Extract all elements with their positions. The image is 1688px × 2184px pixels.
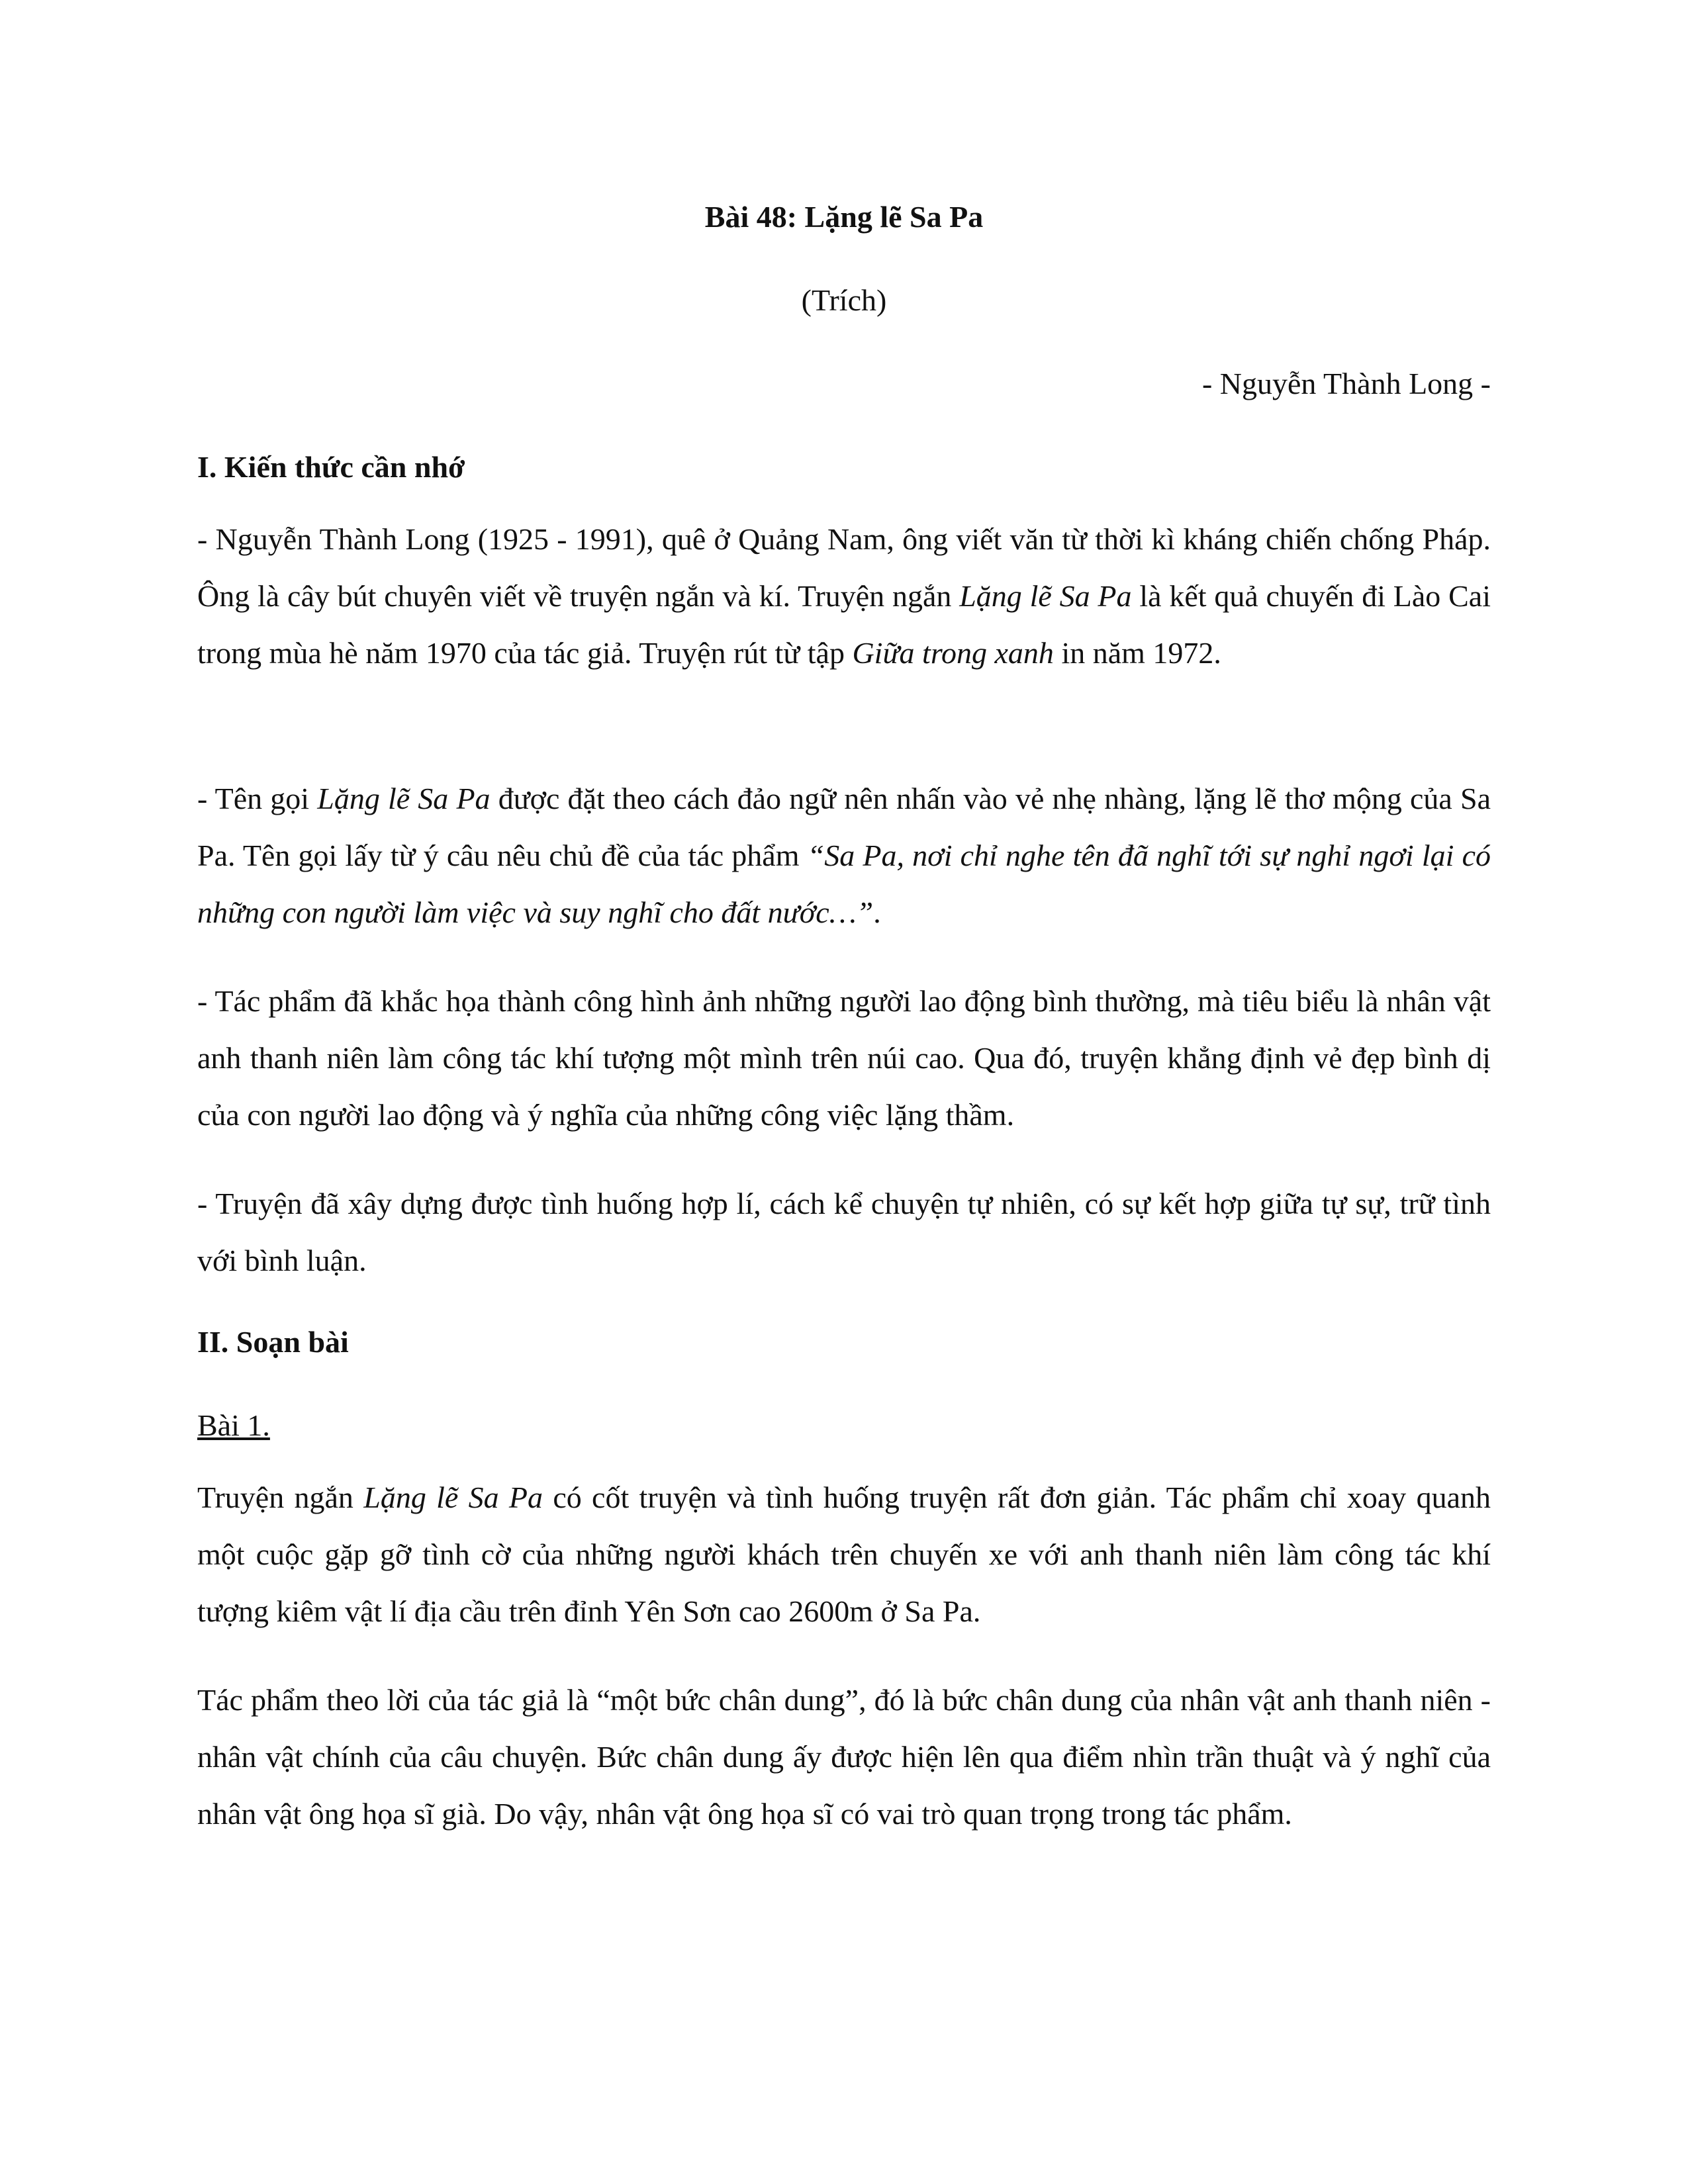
text-run: .	[873, 895, 881, 929]
italic-title: Lặng lẽ Sa Pa	[317, 782, 491, 815]
text-run: là kết quả chuyến đi Lào Cai trong mùa hè năm 1970 của tác giả. Truyện rút từ tập	[197, 579, 1491, 670]
text-run: Truyện ngắn	[197, 1480, 364, 1514]
text-run: có cốt truyện và tình huống truyện rất đơn giản. Tác phẩm chỉ xoay quanh một cuộc gặp gỡ tình cờ của những người khách trên chuyến xe với anh thanh niên làm công tác khí tượng kiêm vật lí địa cầu trên đỉnh Yên Sơn cao 2600m ở Sa Pa.	[197, 1480, 1491, 1628]
page-subtitle: (Trích)	[801, 283, 887, 317]
paragraph-technique: - Truyện đã xây dựng được tình huống hợp lí, cách kể chuyện tự nhiên, có sự kết hợp giữa tự sự, trữ tình với bình luận.	[197, 1187, 1491, 1277]
paragraph-theme: - Tác phẩm đã khắc họa thành công hình ảnh những người lao động bình thường, mà tiêu biểu là nhân vật anh thanh niên làm công tác khí tượng một mình trên núi cao. Qua đó, truyện khẳng định vẻ đẹp bình dị của con người lao động và ý nghĩa của những công việc lặng thầm.	[197, 984, 1491, 1132]
italic-title: Lặng lẽ Sa Pa	[363, 1480, 543, 1514]
paragraph-author-bio	[197, 511, 1491, 682]
exercise-heading: Bài 1.	[197, 1408, 270, 1442]
italic-title: Lặng lẽ Sa Pa	[959, 579, 1132, 613]
text-run: - Tên gọi	[197, 782, 318, 815]
text-run: in năm 1972.	[1053, 636, 1221, 670]
page-title: Bài 48: Lặng lẽ Sa Pa	[704, 200, 984, 234]
paragraph-title-meaning	[197, 770, 1491, 941]
paragraph-plot	[197, 1469, 1491, 1640]
paragraph-portrait: Tác phẩm theo lời của tác giả là “một bức chân dung”, đó là bức chân dung của nhân vật anh thanh niên - nhân vật chính của câu chuyện. Bức chân dung ấy được hiện lên qua điểm nhìn trần thuật và ý nghĩ của nhân vật ông họa sĩ già. Do vậy, nhân vật ông họa sĩ có vai trò quan trọng trong tác phẩm.	[197, 1683, 1491, 1831]
italic-quote: “Sa Pa, nơi chỉ nghe tên đã nghĩ tới sự nghỉ ngơi lại có những con người làm việc và suy nghĩ cho đất nước…”	[197, 839, 1491, 929]
author-line: - Nguyễn Thành Long -	[1201, 367, 1491, 400]
italic-title: Giữa trong xanh	[852, 636, 1054, 670]
text-run: được đặt theo cách đảo ngữ nên nhấn vào vẻ nhẹ nhàng, lặng lẽ thơ mộng của Sa Pa. Tên gọi lấy từ ý câu nêu chủ đề của tác phẩm	[197, 782, 1491, 872]
section-heading-2: II. Soạn bài	[197, 1325, 349, 1359]
section-heading-1: I. Kiến thức cần nhớ	[197, 450, 465, 484]
text-run: - Nguyễn Thành Long (1925 - 1991), quê ở Quảng Nam, ông viết văn từ thời kì kháng chiến chống Pháp. Ông là cây bút chuyên viết về truyện ngắn và kí. Truyện ngắn	[197, 522, 1491, 613]
